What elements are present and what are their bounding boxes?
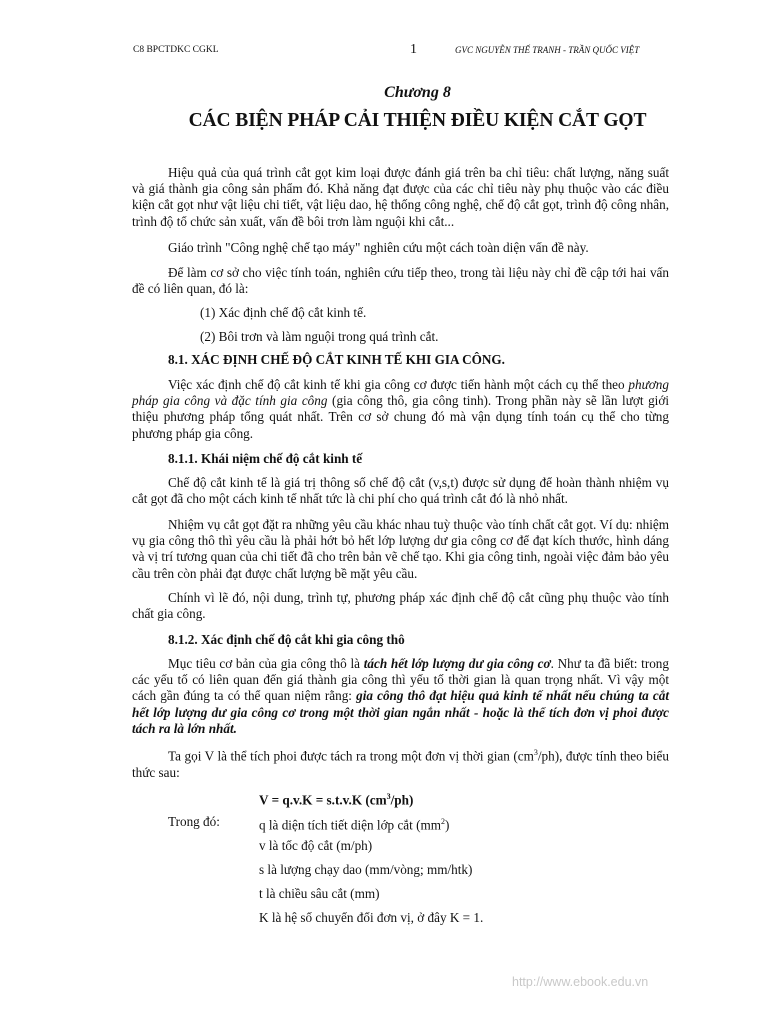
intro-paragraph-2: Giáo trình "Công nghệ chế tạo máy" nghiên cứu một cách toàn diện vấn đề này. — [168, 240, 589, 255]
section-8-1-heading: 8.1. XÁC ĐỊNH CHẾ ĐỘ CẮT KINH TẾ KHI GIA CÔNG. — [168, 352, 505, 367]
where-label: Trong đó: — [168, 814, 220, 829]
definition-k: K là hệ số chuyển đổi đơn vị, ở đây K = 1. — [259, 910, 484, 925]
intro-list-item-2: (2) Bôi trơn và làm nguội trong quá trình cắt. — [200, 329, 439, 344]
page-number: 1 — [410, 42, 417, 57]
section-8-1-paragraph: Việc xác định chế độ cắt kinh tế khi gia công cơ được tiến hành một cách cụ thể theo phương pháp gia công và đặc tính gia công (gia công thô, gia công tinh). Trong phần này sẽ lần lượt giới thiệu phương pháp tổng quát nhất. Trên cơ sở chung đó mà vận dụng tính toán cụ thể cho từng phương pháp gia công. — [132, 377, 669, 441]
definition-s: s là lượng chạy dao (mm/vòng; mm/htk) — [259, 862, 473, 877]
section-8-1-1-paragraph-1: Chế độ cắt kinh tế là giá trị thông số chế độ cắt (v,s,t) được sử dụng để hoàn thành nhiệm vụ cắt gọt đã cho một cách kinh tế nhất tức là chi phí cho quá trình cắt đó là nhỏ nhất. — [132, 475, 669, 507]
intro-paragraph-1: Hiệu quả của quá trình cắt gọt kim loại được đánh giá trên ba chỉ tiêu: chất lượng, năng suất và giá thành gia công sản phẩm đó. Khả năng đạt được của các chỉ tiêu này phụ thuộc vào các điều kiện cắt gọt như vật liệu chi tiết, vật liệu dao, hệ thống công nghệ, chế độ cắt gọt, trình độ công nhân, trình độ tổ chức sản xuất, vấn đề bôi trơn làm nguội khi cắt... — [132, 165, 669, 229]
volume-formula: V = q.v.K = s.t.v.K $(cm^3/ph)$ — [259, 792, 414, 808]
definition-t: t là chiều sâu cắt (mm) — [259, 886, 380, 901]
watermark-url: http://www.ebook.edu.vn — [512, 975, 649, 989]
header-authors: GVC NGUYỄN THẾ TRANH - TRẦN QUỐC VIỆT — [455, 45, 640, 55]
definition-q: q là diện tích tiết diện lớp cắt $(mm^2)$ — [259, 817, 450, 833]
definition-v: v là tốc độ cắt (m/ph) — [259, 838, 373, 853]
section-8-1-2-paragraph-2: Ta gọi V là thể tích phoi được tách ra trong một đơn vị thời gian $(cm^3/ph)$, được tính theo biểu thức sau: — [132, 748, 669, 780]
section-8-1-2-heading: 8.1.2. Xác định chế độ cắt khi gia công thô — [168, 632, 405, 647]
section-8-1-1-paragraph-3: Chính vì lẽ đó, nội dung, trình tự, phương pháp xác định chế độ cắt cũng phụ thuộc vào tính chất gia công. — [132, 590, 669, 622]
intro-paragraph-3: Để làm cơ sở cho việc tính toán, nghiên cứu tiếp theo, trong tài liệu này chỉ đề cập tới hai vấn đề có liên quan, đó là: — [132, 265, 669, 297]
chapter-label: Chương 8 — [384, 84, 451, 101]
section-8-1-1-paragraph-2: Nhiệm vụ cắt gọt đặt ra những yêu cầu khác nhau tuỳ thuộc vào tính chất cắt gọt. Ví dụ: nhiệm vụ gia công thô thì yêu cầu là phải hớt bỏ hết lớp lượng dư gia công cơ để đạt kích thước, hình dáng và vị trí tương quan của chi tiết đã cho trên bản vẽ chế tạo. Khi gia công tinh, ngoài việc đảm bảo yêu cầu trên còn phải đạt được chất lượng bề mặt yêu cầu. — [132, 517, 669, 581]
section-8-1-1-heading: 8.1.1. Khái niệm chế độ cắt kinh tế — [168, 451, 363, 466]
header-left: C8 BPCTDKC CGKL — [133, 45, 219, 55]
chapter-title: CÁC BIỆN PHÁP CẢI THIỆN ĐIỀU KIỆN CẮT GỌT — [188, 110, 647, 131]
intro-list-item-1: (1) Xác định chế độ cắt kinh tế. — [200, 305, 367, 320]
section-8-1-2-paragraph-1: Mục tiêu cơ bản của gia công thô là tách hết lớp lượng dư gia công cơ. Như ta đã biết: trong các yếu tố có liên quan đến giá thành gia công thì yếu tố thời gian là quan trọng nhất. Vì vậy một cách gần đúng ta có thể quan niệm rằng: gia công thô đạt hiệu quả kinh tế nhất nếu chúng ta cắt hết lớp lượng dư gia công cơ trong một thời gian ngắn nhất - hoặc là thể tích đơn vị phoi được tách ra là lớn nhất. — [132, 656, 669, 736]
